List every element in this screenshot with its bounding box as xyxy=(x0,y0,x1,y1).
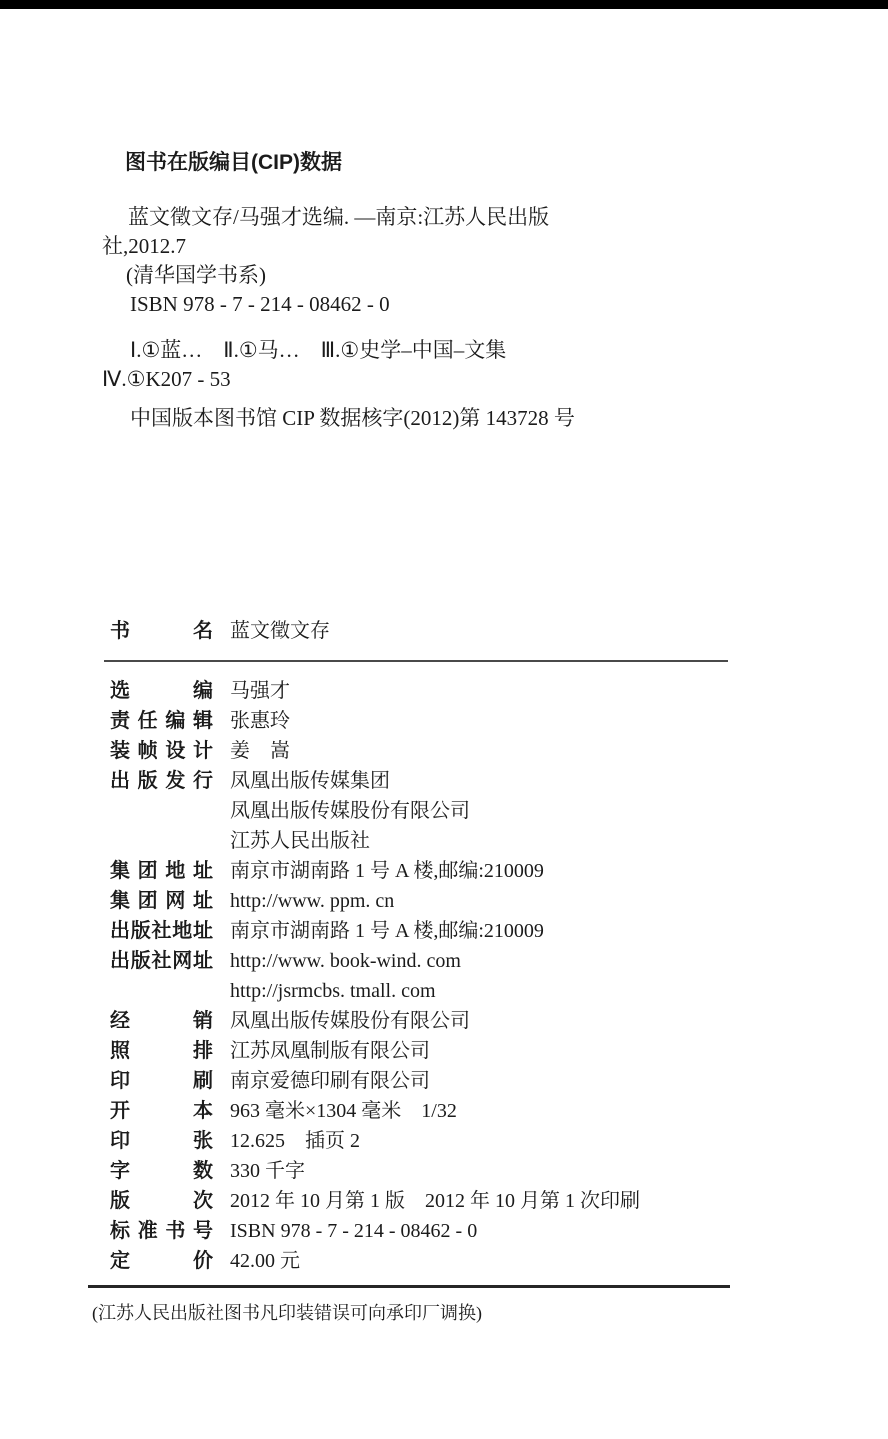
cip-block xyxy=(102,150,752,433)
row-value: 963 毫米×1304 毫米 1/32 xyxy=(230,1100,457,1122)
colophon-row-press-address xyxy=(110,916,770,946)
row-label: 出版社地址 xyxy=(110,920,213,942)
row-value: 南京爱德印刷有限公司 xyxy=(230,1070,430,1092)
row-value: ISBN 978 - 7 - 214 - 08462 - 0 xyxy=(230,1220,478,1242)
row-label: 定价 xyxy=(110,1250,213,1272)
row-value: 凤凰出版传媒股份有限公司 xyxy=(230,1010,470,1032)
row-label: 出版发行 xyxy=(110,770,213,792)
row-label: 印张 xyxy=(110,1130,213,1152)
colophon-row-group-address xyxy=(110,856,770,886)
row-label: 集团地址 xyxy=(110,860,213,882)
misprint-exchange-note: (江苏人民出版社图书凡印装错误可向承印厂调换) xyxy=(92,1303,482,1323)
cip-series: (清华国学书系) xyxy=(126,263,266,287)
row-value: 2012 年 10 月第 1 版 2012 年 10 月第 1 次印刷 xyxy=(230,1190,640,1212)
colophon-row-publisher xyxy=(110,766,770,856)
row-label: 装帧设计 xyxy=(110,740,213,762)
colophon-row-book-title xyxy=(110,616,770,646)
row-label: 出版社网址 xyxy=(110,950,213,972)
row-value: 蓝文徵文存 xyxy=(230,620,330,642)
row-value: 江苏人民出版社 xyxy=(230,830,370,852)
colophon-row-standard-isbn xyxy=(110,1216,770,1246)
row-label: 字数 xyxy=(110,1160,213,1182)
colophon-row-format xyxy=(110,1096,770,1126)
cip-description-line2: 社,2012.7 xyxy=(102,234,186,258)
divider-top xyxy=(104,660,728,662)
row-value: 马强才 xyxy=(230,680,290,702)
row-label: 版次 xyxy=(110,1190,213,1212)
divider-bottom xyxy=(88,1285,730,1288)
page-top-edge xyxy=(0,0,888,9)
row-value: 42.00 元 xyxy=(230,1250,300,1272)
colophon-row-responsible-editor xyxy=(110,706,770,736)
colophon-row-group-website xyxy=(110,886,770,916)
colophon-row-distribution xyxy=(110,1006,770,1036)
row-value: 南京市湖南路 1 号 A 楼,邮编:210009 xyxy=(230,920,544,942)
row-value: 张惠玲 xyxy=(230,710,290,732)
colophon-row-press-website xyxy=(110,946,770,1006)
row-label: 责任编辑 xyxy=(110,710,213,732)
row-value-group xyxy=(230,946,461,1006)
row-value: http://www. book-wind. com xyxy=(230,950,461,972)
cip-isbn: ISBN 978 - 7 - 214 - 08462 - 0 xyxy=(130,292,390,316)
colophon-row-binding-design xyxy=(110,736,770,766)
row-value: 姜 嵩 xyxy=(230,740,290,762)
row-label: 印刷 xyxy=(110,1070,213,1092)
row-value: 12.625 插页 2 xyxy=(230,1130,360,1152)
cip-registry: 中国版本图书馆 CIP 数据核字(2012)第 143728 号 xyxy=(130,406,575,430)
row-label: 集团网址 xyxy=(110,890,213,912)
colophon-row-printing xyxy=(110,1066,770,1096)
cip-classification-line2: Ⅳ.①K207 - 53 xyxy=(102,367,231,391)
row-label: 选编 xyxy=(110,680,213,702)
row-value: 凤凰出版传媒股份有限公司 xyxy=(230,800,470,822)
colophon-row-sheets xyxy=(110,1126,770,1156)
cip-classification-line1: Ⅰ.①蓝… Ⅱ.①马… Ⅲ.①史学–中国–文集 xyxy=(130,338,507,362)
row-value: http://jsrmcbs. tmall. com xyxy=(230,980,436,1002)
colophon-table xyxy=(110,616,770,1288)
row-label: 经销 xyxy=(110,1010,213,1032)
row-label: 书名 xyxy=(110,620,213,642)
row-value: 凤凰出版传媒集团 xyxy=(230,770,390,792)
row-label: 开本 xyxy=(110,1100,213,1122)
row-value: 江苏凤凰制版有限公司 xyxy=(230,1040,430,1062)
colophon-row-price xyxy=(110,1246,770,1276)
colophon-row-typesetting xyxy=(110,1036,770,1066)
row-value: http://www. ppm. cn xyxy=(230,890,395,912)
row-value: 南京市湖南路 1 号 A 楼,邮编:210009 xyxy=(230,860,544,882)
colophon-row-word-count xyxy=(110,1156,770,1186)
row-value: 330 千字 xyxy=(230,1160,305,1182)
colophon-row-editor xyxy=(110,676,770,706)
cip-description-line1: 蓝文徵文存/马强才选编. —南京:江苏人民出版 xyxy=(128,205,550,229)
row-value-group xyxy=(230,766,470,856)
row-label: 标准书号 xyxy=(110,1220,213,1242)
colophon-row-edition xyxy=(110,1186,770,1216)
row-label: 照排 xyxy=(110,1040,213,1062)
cip-heading: 图书在版编目(CIP)数据 xyxy=(125,151,342,174)
